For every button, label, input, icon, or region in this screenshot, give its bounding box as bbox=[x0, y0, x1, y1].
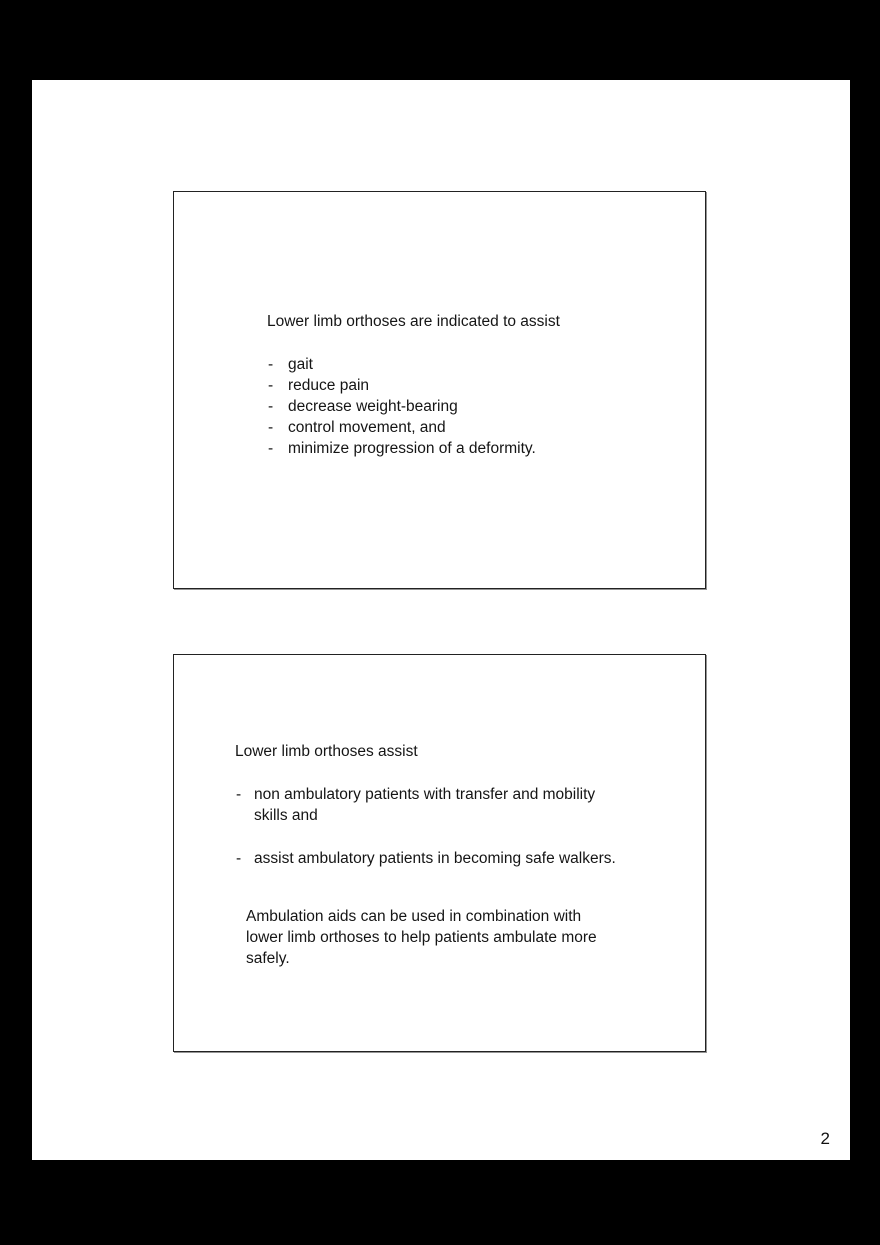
bullet-dash: - bbox=[268, 356, 274, 373]
slide2-title: Lower limb orthoses assist bbox=[235, 743, 418, 760]
bullet-row bbox=[268, 396, 685, 417]
paragraph-line: Ambulation aids can be used in combination with bbox=[246, 908, 582, 925]
slide-frame-2 bbox=[173, 654, 706, 1052]
bullet-row bbox=[268, 354, 685, 375]
bullet-dash: - bbox=[268, 377, 274, 394]
slide1-title: Lower limb orthoses are indicated to assist bbox=[267, 313, 560, 330]
bullet-text: assist ambulatory patients in becoming safe walkers. bbox=[254, 850, 616, 867]
bullet-text-line: skills and bbox=[254, 807, 318, 824]
bullet-row bbox=[268, 375, 685, 396]
document-page bbox=[32, 80, 850, 1160]
bullet-row bbox=[268, 417, 685, 438]
paragraph-line: lower limb orthoses to help patients ambulate more bbox=[246, 929, 597, 946]
bullet-text bbox=[254, 784, 595, 826]
bullet-text: control movement, and bbox=[288, 419, 446, 436]
bullet-dash: - bbox=[268, 419, 274, 436]
slide1-bullet-list bbox=[267, 354, 685, 459]
slide2-content bbox=[174, 655, 705, 969]
bullet-text-line: non ambulatory patients with transfer and mobility bbox=[254, 786, 596, 803]
page-number: 2 bbox=[820, 1129, 830, 1148]
slide2-paragraph bbox=[246, 906, 689, 969]
bullet-row bbox=[268, 438, 685, 459]
bullet-row bbox=[236, 784, 689, 826]
bullet-text: minimize progression of a deformity. bbox=[288, 440, 536, 457]
bullet-dash: - bbox=[236, 786, 242, 803]
bullet-dash: - bbox=[268, 398, 274, 415]
slide1-content bbox=[174, 192, 705, 459]
bullet-text: reduce pain bbox=[288, 377, 370, 394]
bullet-dash: - bbox=[236, 850, 242, 867]
bullet-row bbox=[236, 848, 689, 869]
slide-frame-1 bbox=[173, 191, 706, 589]
bullet-text: gait bbox=[288, 356, 313, 373]
bullet-text: decrease weight-bearing bbox=[288, 398, 458, 415]
bullet-dash: - bbox=[268, 440, 274, 457]
paragraph-line: safely. bbox=[246, 950, 290, 967]
